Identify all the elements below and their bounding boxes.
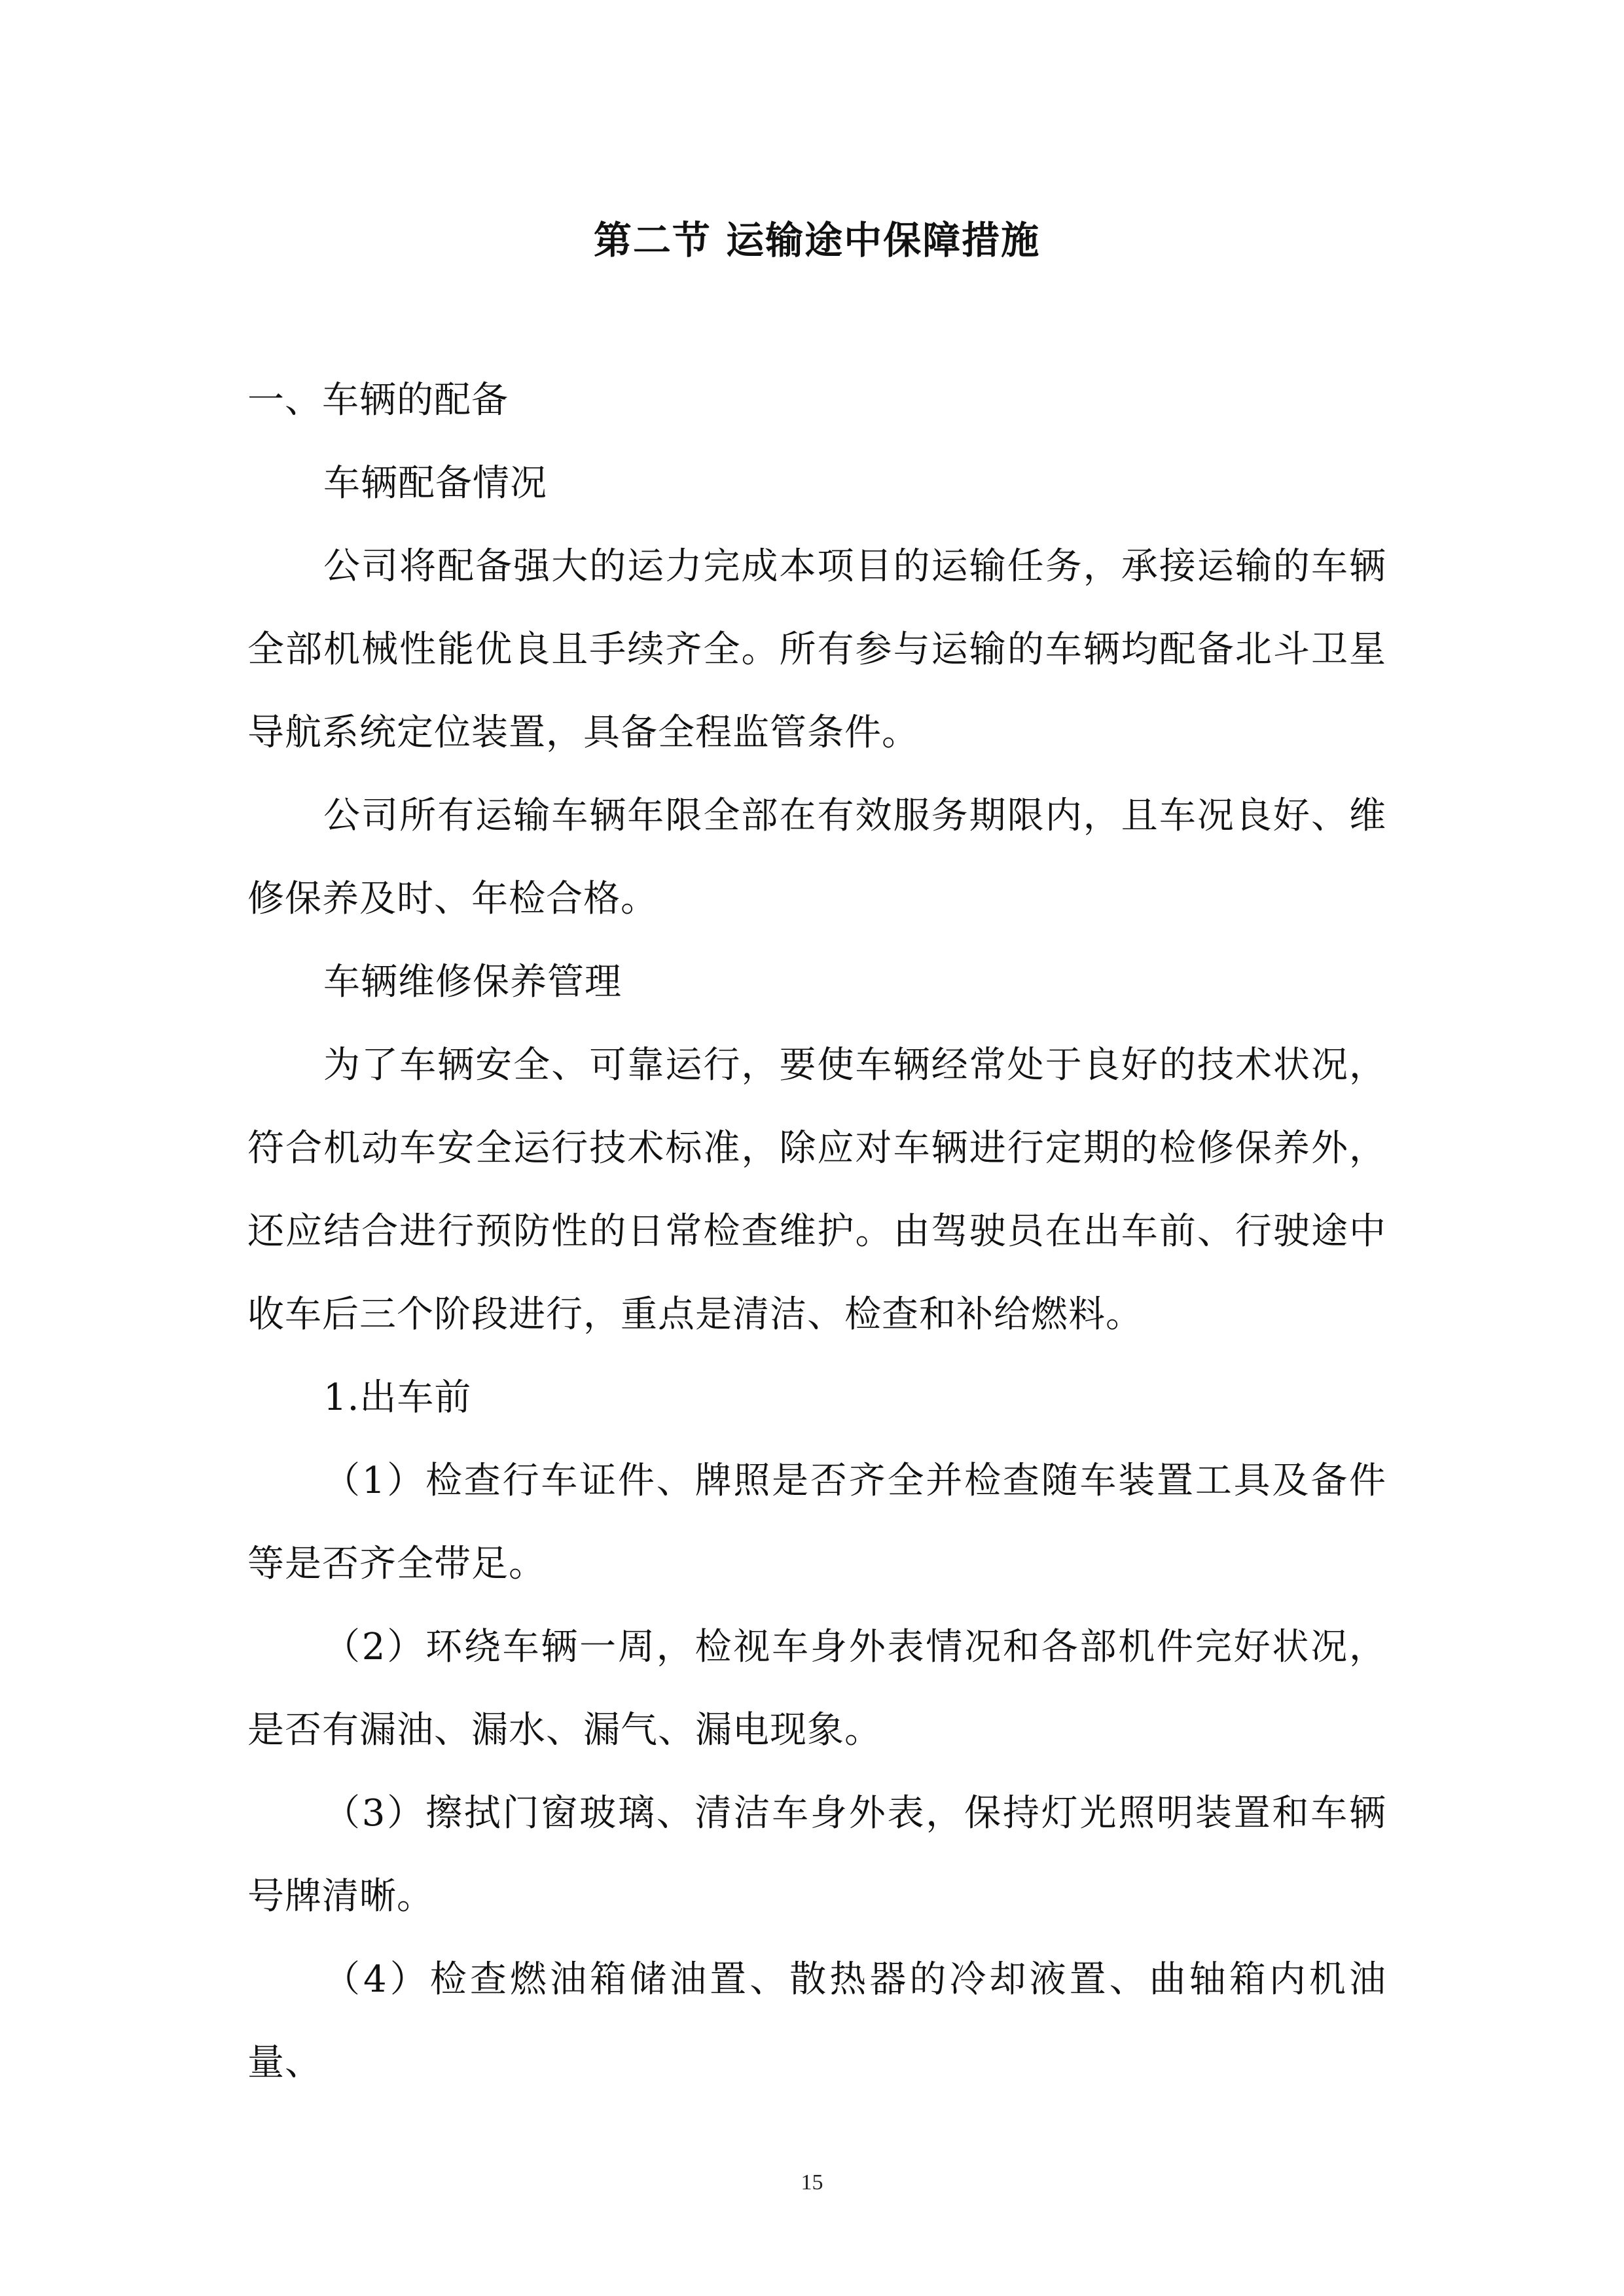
page-content	[247, 211, 1386, 2104]
heading-vehicle-equipment: 一、车辆的配备	[247, 379, 509, 422]
paragraph-maintenance: 为了车辆安全、可靠运行，要使车辆经常处于良好的技术状况，符合机动车安全运行技术标准，除应对车辆进行定期的检修保养外，还应结合进行预防性的日常检查维护。由驾驶员在出车前、行驶途中收车后三个阶段进行，重点是清洁、检查和补给燃料。	[247, 1044, 1386, 1336]
page-number: 15	[801, 2170, 823, 2195]
paragraph-vehicle-age: 公司所有运输车辆年限全部在有效服务期限内，且车况良好、维修保养及时、年检合格。	[247, 795, 1386, 920]
list-item-1: （1）检查行车证件、牌照是否齐全并检查随车装置工具及备件等是否齐全带足。	[247, 1460, 1386, 1585]
list-heading-before-departure: 1.出车前	[323, 1376, 472, 1419]
subheading-maintenance: 车辆维修保养管理	[323, 961, 622, 1003]
list-item-2: （2）环绕车辆一周，检视车身外表情况和各部机件完好状况，是否有漏油、漏水、漏气、漏电现象。	[247, 1626, 1386, 1751]
section-title: 第二节 运输途中保障措施	[593, 218, 1041, 262]
list-item-4: （4）检查燃油箱储油置、散热器的冷却液置、曲轴箱内机油量、	[247, 1958, 1386, 2084]
list-item-3: （3）擦拭门窗玻璃、清洁车身外表，保持灯光照明装置和车辆号牌清晰。	[247, 1792, 1386, 1918]
paragraph-capacity: 公司将配备强大的运力完成本项目的运输任务，承接运输的车辆全部机械性能优良且手续齐全。所有参与运输的车辆均配备北斗卫星导航系统定位装置，具备全程监管条件。	[247, 545, 1386, 754]
subheading-vehicle-status: 车辆配备情况	[323, 462, 547, 505]
